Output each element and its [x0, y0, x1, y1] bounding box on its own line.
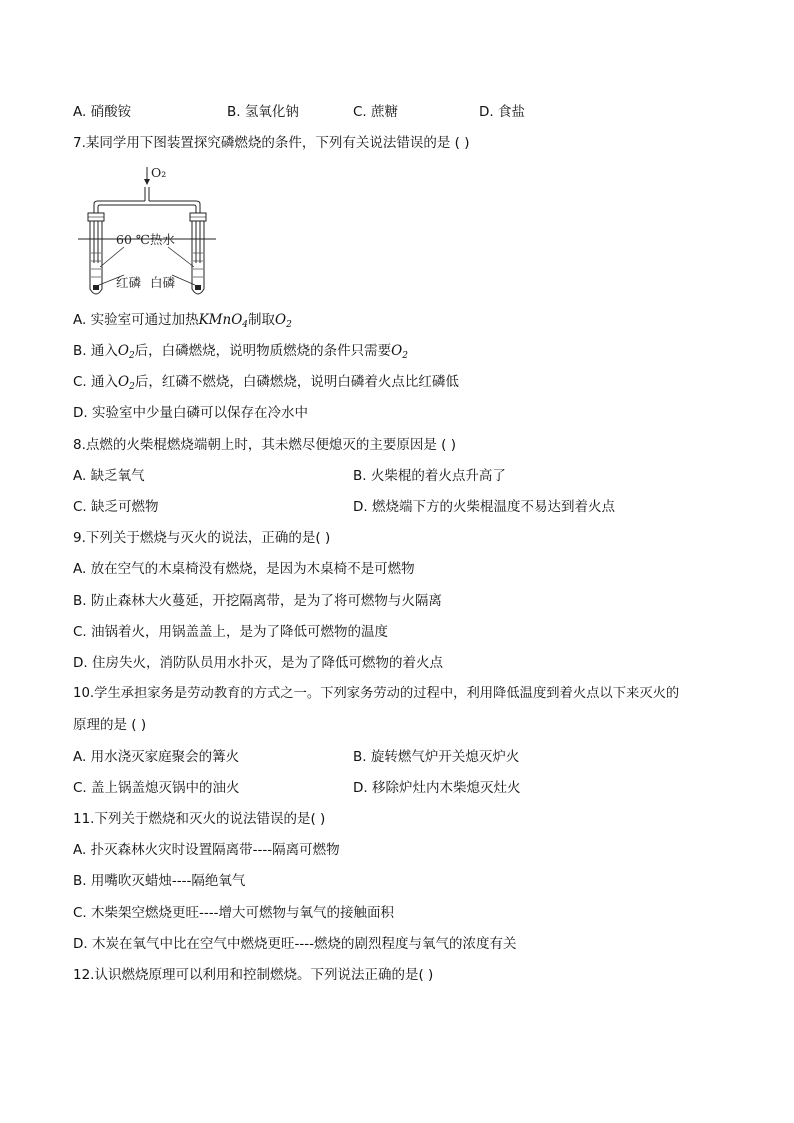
q8-option-a: A. 缺乏氧气 — [73, 468, 145, 484]
q7-option-d: D. 实验室中少量白磷可以保存在冷水中 — [73, 405, 308, 421]
q11-option-d: D. 木炭在氧气中比在空气中燃烧更旺----燃烧的剧烈程度与氧气的浓度有关 — [73, 936, 517, 952]
q6-option-a: A. 硝酸铵 — [73, 104, 132, 120]
white-phosphorus-label: 白磷 — [150, 275, 176, 290]
red-phosphorus — [93, 285, 99, 290]
q10-option-d: D. 移除炉灶内木柴熄灭灶火 — [353, 780, 521, 796]
q6-option-c: C. 蔗糖 — [353, 104, 399, 120]
q11-option-a: A. 扑灭森林火灾时设置隔离带----隔离可燃物 — [73, 842, 340, 858]
q11-option-b: B. 用嘴吹灭蜡烛----隔绝氧气 — [73, 873, 246, 889]
q8-stem: 8.点燃的火柴棍燃烧端朝上时，其未燃尽便熄灭的主要原因是 ( ) — [73, 437, 456, 453]
q10-stem-line2: 原理的是 ( ) — [73, 717, 147, 733]
q10-option-c: C. 盖上锅盖熄灭锅中的油火 — [73, 780, 240, 796]
o2-label: O₂ — [151, 165, 167, 180]
q7-apparatus-figure — [72, 163, 222, 303]
q9-option-d: D. 住房失火，消防队员用水扑灭，是为了降低可燃物的着火点 — [73, 655, 443, 671]
q6-option-b: B. 氢氧化钠 — [227, 104, 299, 120]
right-test-tube — [192, 221, 204, 294]
white-phosphorus — [195, 285, 201, 290]
red-phosphorus-label: 红磷 — [116, 275, 142, 290]
q7-stem: 7.某同学用下图装置探究磷燃烧的条件，下列有关说法错误的是 ( ) — [73, 135, 470, 151]
q7-option-b: B. 通入$O_2$后，白磷燃烧，说明物质燃烧的条件只需要$O_2$ — [73, 343, 408, 361]
left-test-tube — [90, 221, 102, 294]
q6-option-d: D. 食盐 — [479, 104, 525, 120]
q7-option-a: A. 实验室可通过加热KMnO$_4$制取$O_2$ — [73, 312, 292, 330]
q8-option-c: C. 缺乏可燃物 — [73, 499, 159, 515]
q7-option-c: C. 通入$O_2$后，红磷不燃烧，白磷燃烧，说明白磷着火点比红磷低 — [73, 374, 459, 392]
q8-option-d: D. 燃烧端下方的火柴棍温度不易达到着火点 — [353, 499, 615, 515]
q9-option-b: B. 防止森林大火蔓延，开挖隔离带，是为了将可燃物与火隔离 — [73, 593, 442, 609]
q11-stem: 11.下列关于燃烧和灭火的说法错误的是( ) — [73, 811, 326, 827]
q9-stem: 9.下列关于燃烧与灭火的说法，正确的是( ) — [73, 530, 331, 546]
water-label: 60 ℃热水 — [116, 232, 175, 247]
q12-stem: 12.认识燃烧原理可以利用和控制燃烧。下列说法正确的是( ) — [73, 967, 434, 983]
q11-option-c: C. 木柴架空燃烧更旺----增大可燃物与氧气的接触面积 — [73, 905, 395, 921]
q10-stem-line1: 10.学生承担家务是劳动教育的方式之一。下列家务劳动的过程中，利用降低温度到着火点以下来灭火的 — [73, 686, 680, 701]
q9-option-c: C. 油锅着火，用锅盖盖上，是为了降低可燃物的温度 — [73, 624, 389, 640]
q10-option-b: B. 旋转燃气炉开关熄灭炉火 — [353, 749, 520, 765]
q9-option-a: A. 放在空气的木桌椅没有燃烧，是因为木桌椅不是可燃物 — [73, 561, 415, 577]
q10-option-a: A. 用水浇灭家庭聚会的篝火 — [73, 749, 240, 765]
apparatus-diagram — [72, 163, 222, 303]
q8-option-b: B. 火柴棍的着火点升高了 — [353, 468, 506, 484]
